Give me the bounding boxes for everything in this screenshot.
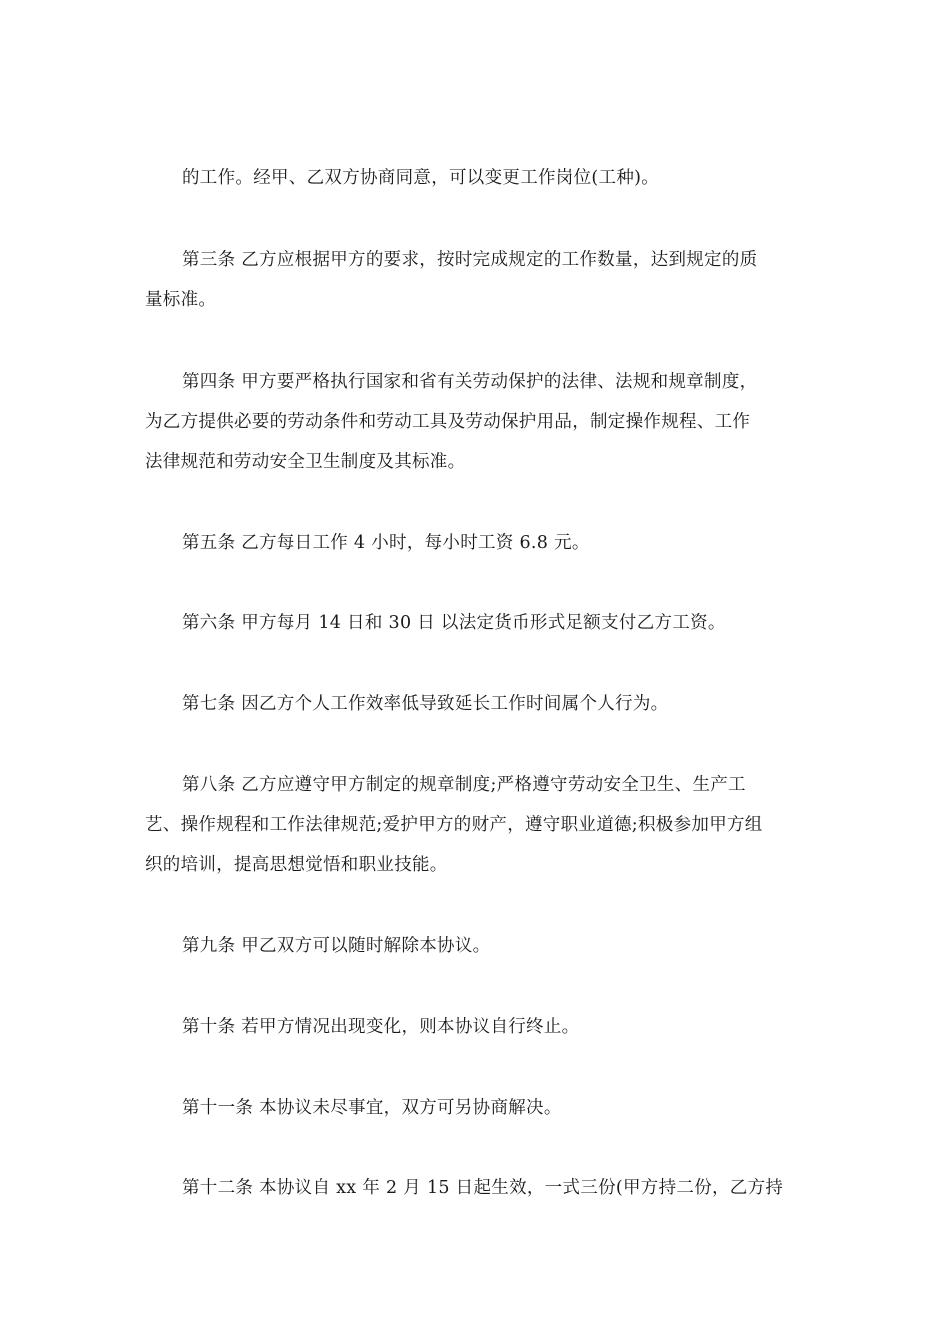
article-7 [145,684,810,724]
article-3 [145,240,810,320]
text-line: 第十条 若甲方情况出现变化，则本协议自行终止。 [182,1017,580,1037]
text-line: 织的培训，提高思想觉悟和职业技能。 [145,855,448,875]
text-line: 量标准。 [145,290,217,310]
text-line: 的工作。经甲、乙双方协商同意，可以变更工作岗位(工种)。 [182,168,660,188]
paragraph-continuation [145,158,810,198]
article-9 [145,926,810,966]
text-line: 第十一条 本协议未尽事宜，双方可另协商解决。 [182,1098,562,1118]
text-line: 第六条 甲方每月 14 日和 30 日 以法定货币形式足额支付乙方工资。 [182,613,726,633]
text-line: 法律规范和劳动安全卫生制度及其标准。 [145,452,466,472]
article-6 [145,603,810,643]
article-12 [145,1168,810,1208]
text-line: 第十二条 本协议自 xx 年 2 月 15 日起生效，一式三份(甲方持二份，乙方持 [182,1178,784,1198]
text-line: 艺、操作规程和工作法律规范;爱护甲方的财产，遵守职业道德;积极参加甲方组 [145,815,763,835]
text-line: 第九条 甲乙双方可以随时解除本协议。 [182,936,491,956]
text-line: 第三条 乙方应根据甲方的要求，按时完成规定的工作数量，达到规定的质 [182,250,758,270]
article-10 [145,1007,810,1047]
text-line: 第八条 乙方应遵守甲方制定的规章制度;严格遵守劳动安全卫生、生产工 [182,775,746,795]
text-line: 第七条 因乙方个人工作效率低导致延长工作时间属个人行为。 [182,694,669,714]
text-line: 第四条 甲方要严格执行国家和省有关劳动保护的法律、法规和规章制度， [182,372,758,392]
article-5 [145,523,810,563]
text-line: 第五条 乙方每日工作 4 小时，每小时工资 6.8 元。 [182,533,590,553]
article-11 [145,1088,810,1128]
article-8 [145,765,810,885]
text-line: 为乙方提供必要的劳动条件和劳动工具及劳动保护用品，制定操作规程、工作 [145,412,751,432]
article-4 [145,362,810,482]
